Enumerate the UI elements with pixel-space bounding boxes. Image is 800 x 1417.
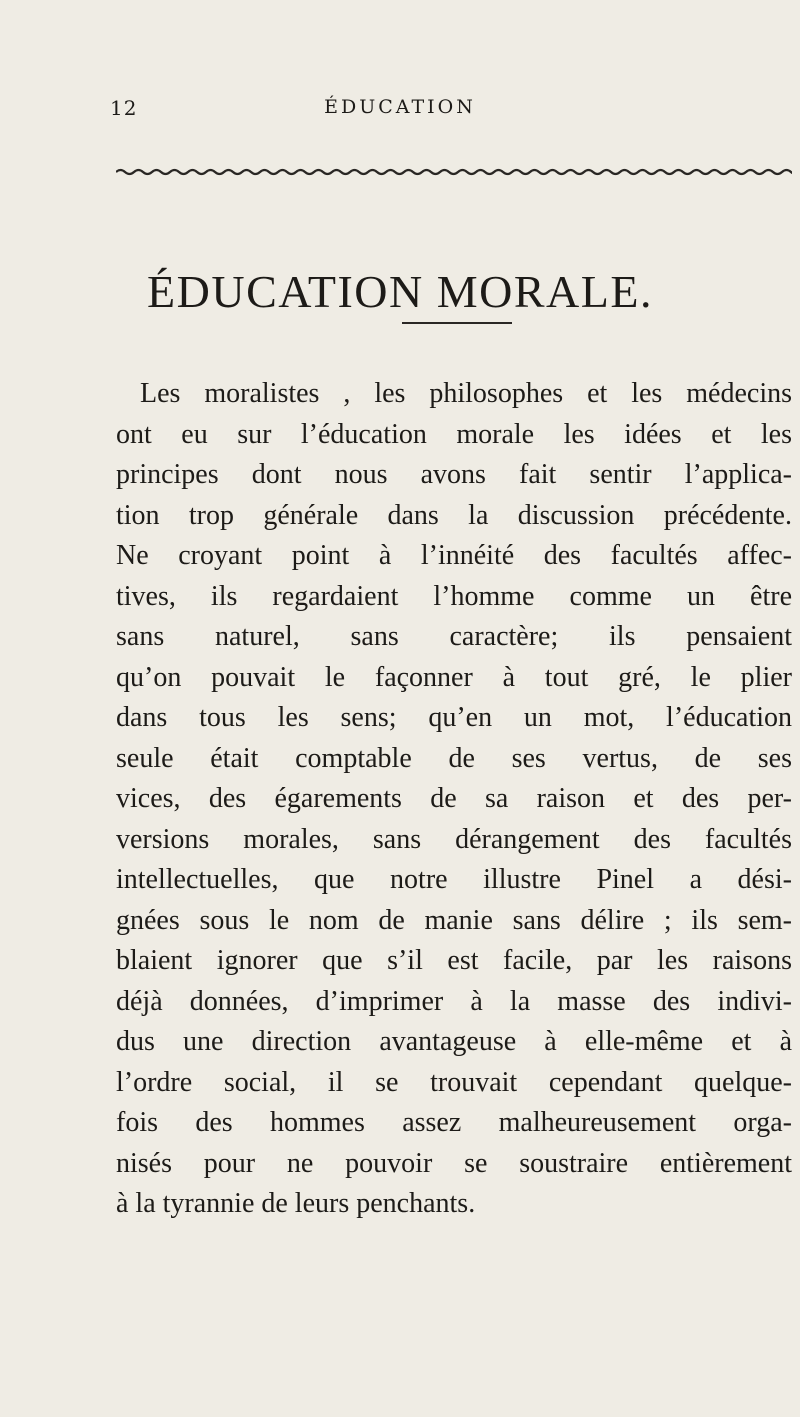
text-line: dans tous les sens; qu’en un mot, l’éducation — [116, 702, 792, 733]
section-title: ÉDUCATION MORALE. — [147, 265, 653, 317]
text-line: versions morales, sans dérangement des facultés — [116, 823, 792, 855]
text-line: vices, des égarements de sa raison et des per- — [116, 783, 792, 814]
text-line: gnées sous le nom de manie sans délire ; ils sem- — [116, 904, 792, 936]
text-line: principes dont nous avons fait sentir l’applica- — [116, 459, 792, 490]
text-line: Ne croyant point à l’innéité des facultés affec- — [116, 540, 792, 571]
text-line: dus une direction avantageuse à elle-même et à — [116, 1026, 792, 1057]
text-line: qu’on pouvait le façonner à tout gré, le plier — [116, 661, 792, 693]
text-line: tion trop générale dans la discussion précédente. — [116, 499, 792, 531]
text-line: nisés pour ne pouvoir se soustraire entièrement — [116, 1147, 792, 1179]
text-line: déjà données, d’imprimer à la masse des indivi- — [116, 985, 792, 1017]
text-line: ont eu sur l’éducation morale les idées et les — [116, 418, 792, 450]
text-line: fois des hommes assez malheureusement orga- — [116, 1107, 792, 1138]
text-line: à la tyrannie de leurs penchants. — [116, 1188, 476, 1219]
ornamental-divider — [116, 166, 792, 178]
text-line: blaient ignorer que s’il est facile, par les raisons — [116, 945, 792, 976]
page-number: 12 — [110, 96, 138, 120]
text-line: Les moralistes , les philosophes et les médecins — [140, 378, 792, 409]
running-header: ÉDUCATION — [324, 96, 476, 118]
text-line: tives, ils regardaient l’homme comme un être — [116, 580, 792, 612]
title-rule — [402, 322, 512, 324]
text-line: sans naturel, sans caractère; ils pensaient — [116, 621, 792, 652]
text-line: l’ordre social, il se trouvait cependant quelque- — [116, 1066, 792, 1098]
text-line: seule était comptable de ses vertus, de ses — [116, 742, 792, 774]
text-line: intellectuelles, que notre illustre Pinel a dési- — [116, 864, 792, 895]
body-text — [116, 374, 792, 1225]
